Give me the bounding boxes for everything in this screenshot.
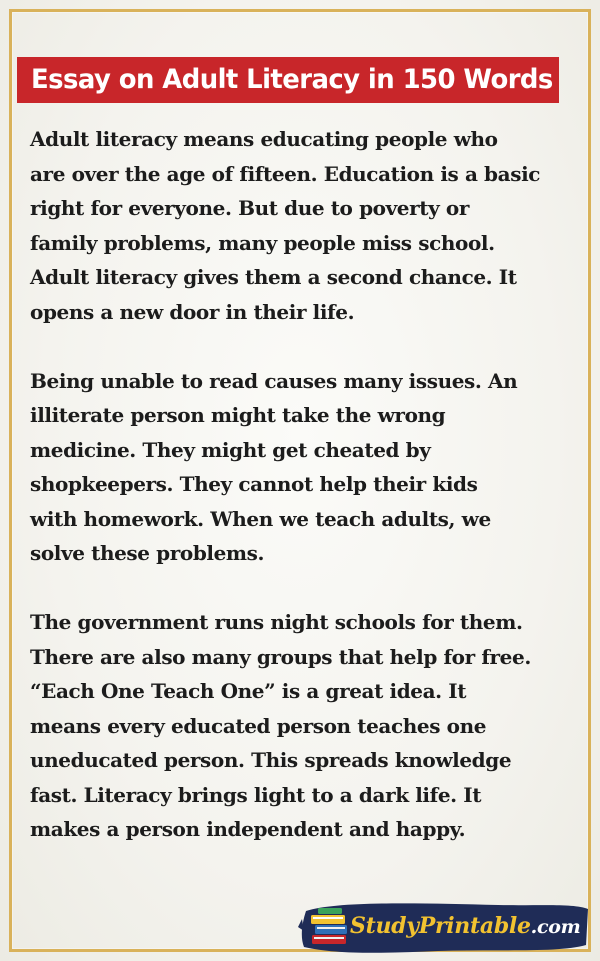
logo-word-study: Study (350, 913, 419, 939)
studyprintable-logo (298, 897, 590, 957)
books-stack-icon (310, 905, 350, 949)
logo-word-printable: Printable (418, 913, 531, 939)
text-line: “Each One Teach One” is a great idea. It (30, 679, 467, 703)
paragraph-1 (30, 122, 580, 329)
text-line: makes a person independent and happy. (30, 817, 466, 841)
text-line: illiterate person might take the wrong (30, 403, 446, 427)
essay-title: Essay on Adult Literacy in 150 Words (17, 57, 559, 103)
text-line: family problems, many people miss school. (30, 230, 495, 255)
text-line: Being unable to read causes many issues. An (30, 368, 518, 393)
text-line: fast. Literacy brings light to a dark life. It (30, 782, 482, 807)
text-line: right for everyone. But due to poverty or (30, 196, 469, 220)
paragraph-2 (30, 364, 580, 571)
text-line: solve these problems. (30, 541, 265, 565)
text-line: Adult literacy gives them a second chance. It (30, 265, 517, 289)
text-line: means every educated person teaches one (30, 713, 487, 738)
text-line: The government runs night schools for them. (30, 610, 523, 634)
text-line: medicine. They might get cheated by (30, 437, 431, 462)
text-line: shopkeepers. They cannot help their kids (30, 472, 478, 496)
text-line: with homework. When we teach adults, we (30, 506, 491, 531)
text-line: Adult literacy means educating people who (30, 127, 498, 151)
logo-wordmark (350, 913, 580, 939)
text-line: There are also many groups that help for free. (30, 644, 531, 669)
text-line: uneducated person. This spreads knowledge (30, 748, 512, 772)
paragraph-3 (30, 605, 580, 847)
text-line: opens a new door in their life. (30, 299, 355, 324)
text-line: are over the age of fifteen. Education is a basic (30, 161, 541, 186)
essay-body (30, 122, 580, 881)
logo-word-dotcom: .com (530, 916, 581, 938)
